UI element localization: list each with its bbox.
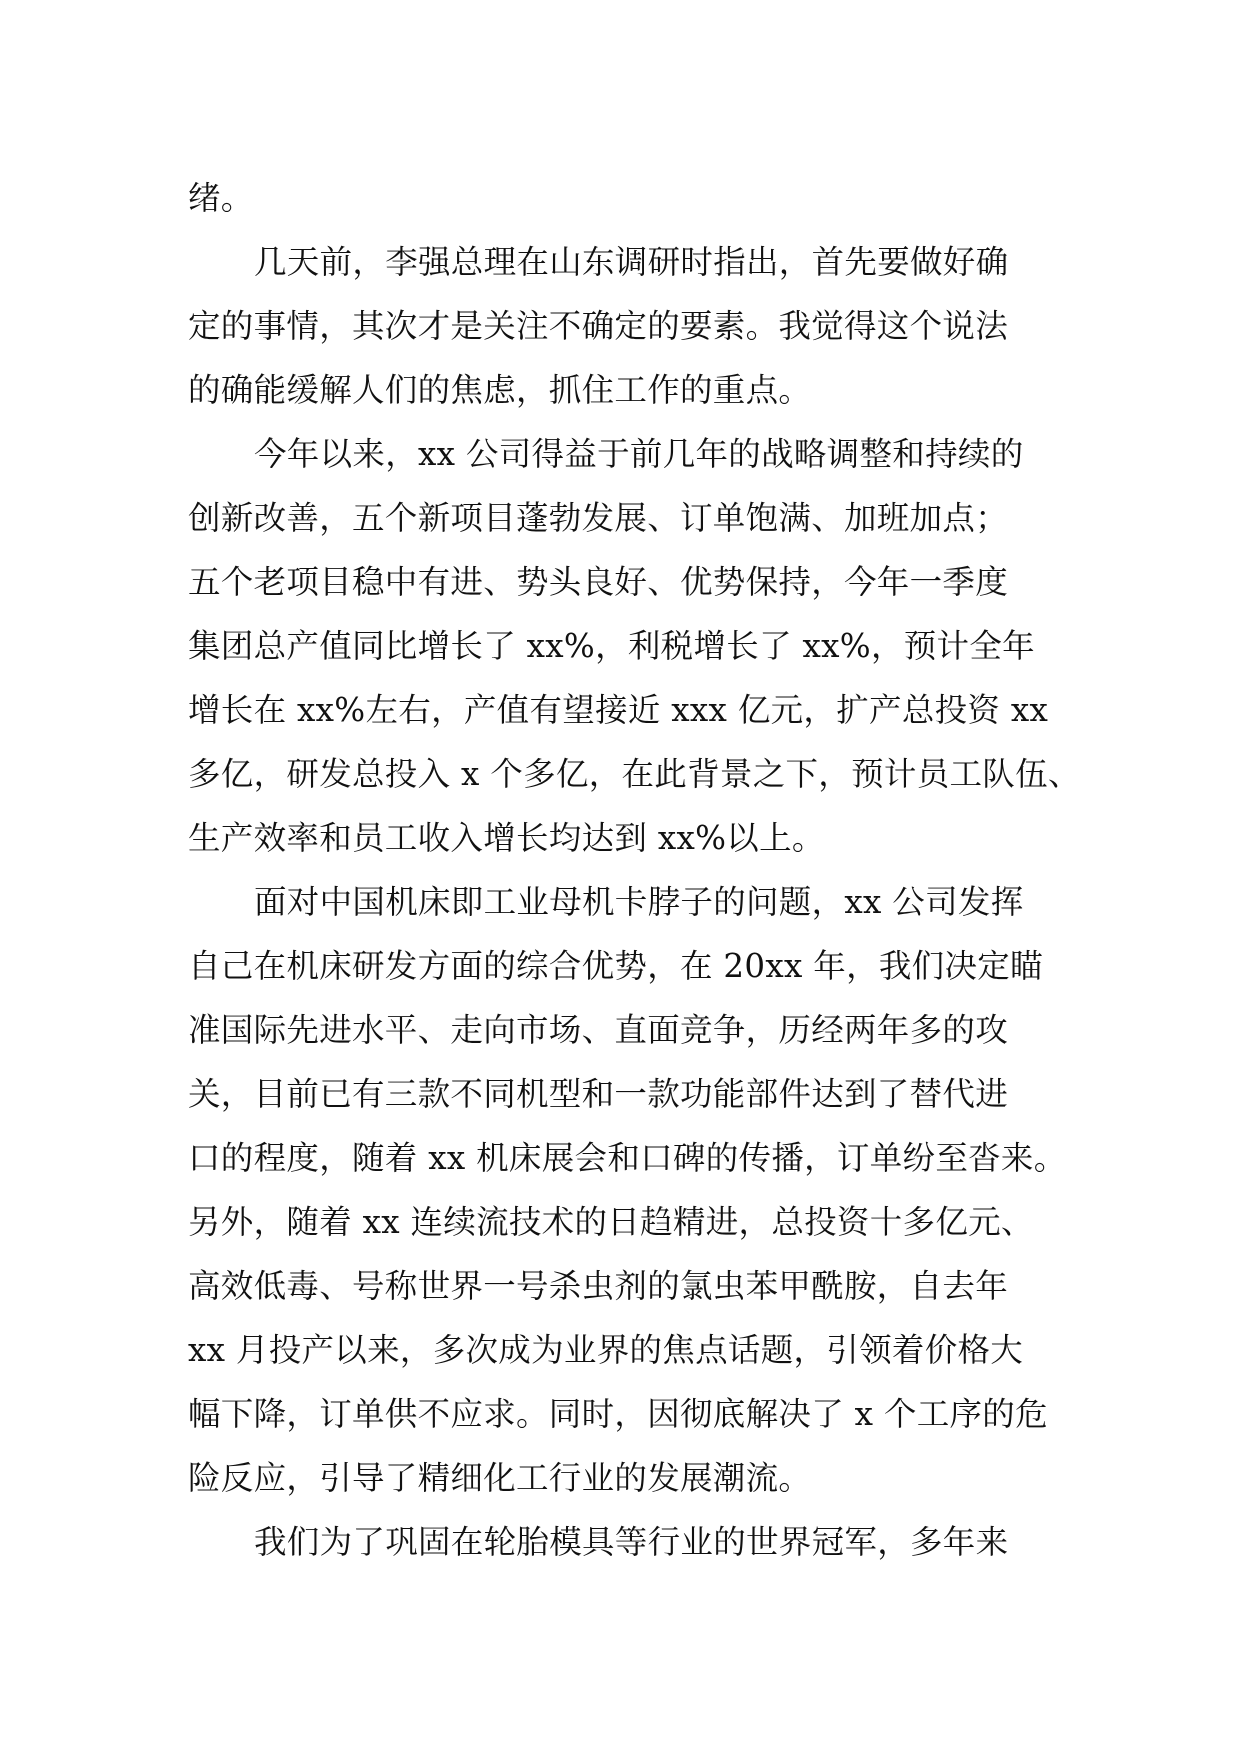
text-line: 险反应，引导了精细化工行业的发展潮流。 (188, 1459, 812, 1497)
text-line: 幅下降，订单供不应求。同时，因彻底解决了 x 个工序的危 (188, 1395, 1048, 1433)
document-body (188, 166, 1081, 1574)
text-line: 口的程度，随着 xx 机床展会和口碑的传播，订单纷至沓来。 (188, 1139, 1067, 1177)
text-line: 集团总产值同比增长了 xx%，利税增长了 xx%，预计全年 (188, 627, 1035, 665)
text-line: 增长在 xx%左右，产值有望接近 xxx 亿元，扩产总投资 xx (188, 691, 1049, 729)
text-line: 关，目前已有三款不同机型和一款功能部件达到了替代进 (188, 1075, 1009, 1113)
text-line: 五个老项目稳中有进、势头良好、优势保持，今年一季度 (188, 563, 1009, 601)
text-line: 创新改善，五个新项目蓬勃发展、订单饱满、加班加点； (188, 499, 1009, 537)
text-line: 定的事情，其次才是关注不确定的要素。我觉得这个说法 (188, 307, 1009, 345)
paragraph-first-line: 今年以来，xx 公司得益于前几年的战略调整和持续的 (254, 435, 1024, 473)
text-line: 自己在机床研发方面的综合优势，在 20xx 年，我们决定瞄 (188, 947, 1043, 985)
paragraph-first-line: 几天前，李强总理在山东调研时指出，首先要做好确 (254, 243, 1009, 281)
text-line: 高效低毒、号称世界一号杀虫剂的氯虫苯甲酰胺，自去年 (188, 1267, 1009, 1305)
text-line: 准国际先进水平、走向市场、直面竞争，历经两年多的攻 (188, 1011, 1009, 1049)
paragraph-first-line: 面对中国机床即工业母机卡脖子的问题，xx 公司发挥 (254, 883, 1024, 921)
text-line: 生产效率和员工收入增长均达到 xx%以上。 (188, 819, 825, 857)
text-line: 多亿，研发总投入 x 个多亿，在此背景之下，预计员工队伍、 (188, 755, 1081, 793)
text-line: xx 月投产以来，多次成为业界的焦点话题，引领着价格大 (188, 1331, 1024, 1369)
text-line: 绪。 (188, 179, 254, 217)
paragraph-first-line: 我们为了巩固在轮胎模具等行业的世界冠军，多年来 (254, 1523, 1009, 1561)
text-line: 的确能缓解人们的焦虑，抓住工作的重点。 (188, 371, 812, 409)
text-line: 另外，随着 xx 连续流技术的日趋精进，总投资十多亿元、 (188, 1203, 1034, 1241)
